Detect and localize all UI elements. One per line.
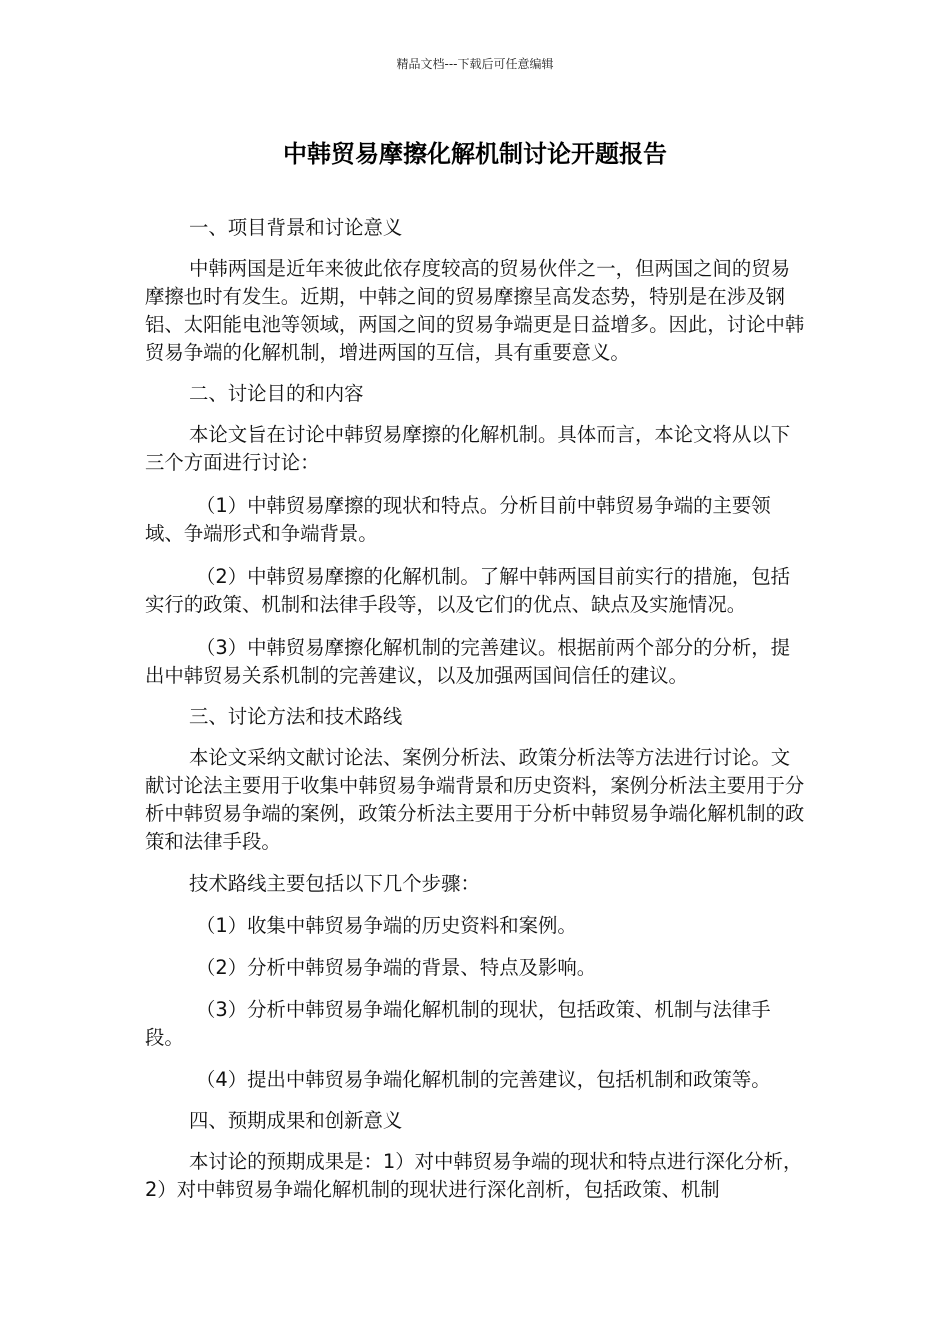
document-title: 中韩贸易摩擦化解机制讨论开题报告 — [283, 140, 667, 168]
paragraph-purpose: 本论文旨在讨论中韩贸易摩擦的化解机制。具体而言，本论文将从以下三个方面进行讨论： — [145, 423, 791, 474]
header-note: 精品文档---下载后可任意编辑 — [396, 57, 554, 71]
list-item-step-1: （1）收集中韩贸易争端的历史资料和案例。 — [196, 914, 577, 937]
section-heading-4: 四、预期成果和创新意义 — [189, 1109, 403, 1132]
list-item-step-4: （4）提出中韩贸易争端化解机制的完善建议，包括机制和政策等。 — [196, 1068, 771, 1091]
list-item-purpose-2: （2）中韩贸易摩擦的化解机制。了解中韩两国目前实行的措施，包括实行的政策、机制和法律手段等，以及它们的优点、缺点及实施情况。 — [145, 565, 791, 616]
section-heading-3: 三、讨论方法和技术路线 — [189, 705, 403, 728]
paragraph-methods: 本论文采纳文献讨论法、案例分析法、政策分析法等方法进行讨论。文献讨论法主要用于收集中韩贸易争端背景和历史资料，案例分析法主要用于分析中韩贸易争端的案例，政策分析法主要用于分析中韩贸易争端化解机制的政策和法律手段。 — [145, 746, 805, 853]
list-item-step-2: （2）分析中韩贸易争端的背景、特点及影响。 — [196, 956, 597, 979]
list-item-purpose-1: （1）中韩贸易摩擦的现状和特点。分析目前中韩贸易争端的主要领域、争端形式和争端背景。 — [145, 494, 771, 545]
paragraph-outcomes: 本讨论的预期成果是：1）对中韩贸易争端的现状和特点进行深化分析，2）对中韩贸易争端化解机制的现状进行深化剖析，包括政策、机制 — [145, 1150, 803, 1201]
paragraph-background: 中韩两国是近年来彼此依存度较高的贸易伙伴之一，但两国之间的贸易摩擦也时有发生。近期，中韩之间的贸易摩擦呈高发态势，特别是在涉及钢铝、太阳能电池等领域，两国之间的贸易争端更是日益增多。因此，讨论中韩贸易争端的化解机制，增进两国的互信，具有重要意义。 — [145, 257, 805, 364]
paragraph-tech-route: 技术路线主要包括以下几个步骤： — [189, 872, 480, 895]
section-heading-1: 一、项目背景和讨论意义 — [189, 216, 403, 239]
list-item-purpose-3: （3）中韩贸易摩擦化解机制的完善建议。根据前两个部分的分析，提出中韩贸易关系机制的完善建议，以及加强两国间信任的建议。 — [145, 636, 791, 687]
list-item-step-3: （3）分析中韩贸易争端化解机制的现状，包括政策、机制与法律手段。 — [145, 998, 771, 1049]
section-heading-2: 二、讨论目的和内容 — [189, 382, 364, 405]
document-body — [145, 214, 807, 1204]
